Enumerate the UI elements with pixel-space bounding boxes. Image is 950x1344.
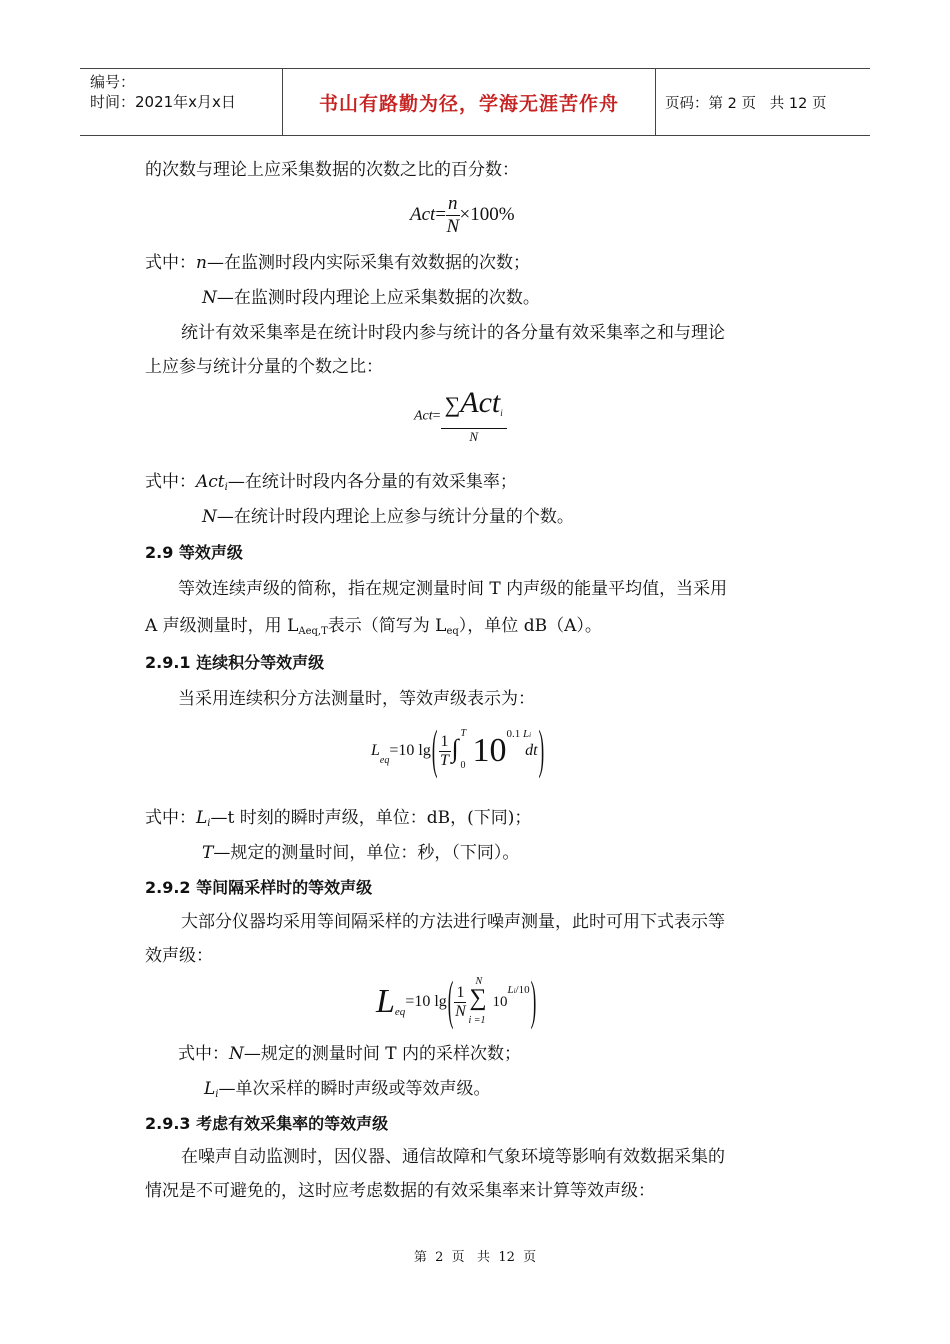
def-n-prefix: 式中：	[145, 253, 196, 273]
header-time-label: 时间：2021年x月x日	[90, 93, 236, 111]
f3-L: L	[371, 742, 380, 759]
definition-n	[145, 252, 530, 274]
f2-num-var: Act	[460, 386, 501, 419]
p3-sub-aeqt: Aeq,T	[298, 626, 328, 637]
f4-fraction	[454, 984, 466, 1021]
paragraph-5-line-2: 效声级：	[145, 946, 213, 966]
f3-int-upper: T	[460, 728, 467, 739]
f1-den: N	[446, 216, 460, 237]
def-acti-text: —在统计时段内各分量的有效采集率；	[227, 472, 517, 492]
formula-leq-sum	[376, 972, 536, 1032]
f4-exp-i: i	[513, 987, 516, 995]
header-meta-cell	[80, 69, 283, 135]
heading-2-9-3: 2.9.3 考虑有效采集率的等效声级	[145, 1114, 389, 1133]
def-Li2-var: L	[204, 1079, 216, 1099]
f3-dt: dt	[525, 742, 538, 759]
definition-Li	[145, 807, 531, 835]
formula-act-sum	[414, 388, 507, 445]
f3-num: 1	[440, 732, 449, 750]
p3-part-c: ），单位 dB（A）。	[458, 616, 602, 636]
def-N3-prefix: 式中：	[178, 1044, 229, 1064]
f3-right-paren: )	[538, 719, 545, 780]
f3-fraction	[439, 733, 451, 770]
def-N-text: —在监测时段内理论上应采集数据的次数。	[216, 288, 540, 308]
paragraph-3-line-2	[145, 615, 602, 643]
def-acti-var: Act	[196, 472, 225, 492]
paragraph-3-line-1: 等效连续声级的简称，指在规定测量时间 T 内声级的能量平均值，当采用	[178, 579, 728, 599]
f4-right-paren: )	[530, 970, 537, 1031]
paragraph-1: 的次数与理论上应采集数据的次数之比的百分数：	[145, 160, 519, 180]
def-Li2-sub: i	[215, 1089, 219, 1100]
def-Li-text: —t 时刻的瞬时声级，单位：dB，(下同)；	[210, 808, 532, 828]
definition-T	[202, 842, 519, 864]
f1-lhs: Act	[410, 203, 436, 225]
f2-sigma: ∑	[444, 392, 461, 417]
f3-exp-L: L	[523, 728, 530, 740]
paragraph-5-line-1: 大部分仪器均采用等间隔采样的方法进行噪声测量，此时可用下式表示等	[181, 912, 725, 932]
paragraph-6-line-2: 情况是不可避免的，这时应考虑数据的有效采集率来计算等效声级：	[145, 1181, 655, 1201]
def-N2-var: N	[202, 507, 217, 527]
definition-acti	[145, 471, 517, 499]
def-N3-text: —规定的测量时间 T 内的采样次数；	[243, 1044, 522, 1064]
formula-act-ratio	[410, 193, 515, 238]
f3-int-lower: 0	[460, 760, 466, 771]
f2-den: N	[469, 429, 478, 444]
f4-den: N	[455, 1002, 466, 1020]
def-n-text: —在监测时段内实际采集有效数据的次数；	[206, 253, 530, 273]
paragraph-2-line-1: 统计有效采集率是在统计时段内参与统计的各分量有效采集率之和与理论	[181, 323, 725, 343]
f4-sum-upper: N	[475, 976, 483, 987]
formula-leq-integral	[371, 720, 544, 782]
header-number-label: 编号：	[90, 73, 136, 91]
paragraph-2-line-2: 上应参与统计分量的个数之比：	[145, 357, 383, 377]
f2-fraction	[441, 388, 507, 445]
f3-exponent	[507, 728, 532, 740]
def-acti-sub: i	[224, 482, 228, 493]
f3-exp-i: i	[529, 731, 532, 739]
f3-den: T	[440, 751, 449, 769]
f4-left-paren: (	[447, 970, 454, 1031]
f1-fraction	[446, 193, 460, 238]
def-N3-var: N	[229, 1044, 244, 1064]
f3-integral-sign: ∫	[451, 734, 459, 763]
def-Li-sub: i	[207, 818, 211, 829]
f1-times: ×100%	[459, 203, 515, 225]
def-Li2-text: —单次采样的瞬时声级或等效声级。	[218, 1079, 491, 1099]
f4-L: L	[376, 983, 395, 1020]
def-N-var: N	[202, 288, 217, 308]
f4-eq-sub: eq	[394, 1006, 406, 1018]
definition-N	[202, 287, 540, 309]
f2-num-sub: i	[500, 408, 503, 418]
def-n-var: n	[196, 253, 207, 273]
def-Li-var: L	[196, 808, 208, 828]
f3-exp-coef: 0.1	[506, 728, 521, 740]
f4-ten: 10	[492, 993, 508, 1010]
p3-part-b: 表示（简写为 L	[327, 616, 447, 636]
header-page-info: 页码：第 2 页 共 12 页	[665, 95, 827, 112]
f4-exp-rest: /10	[515, 984, 530, 996]
header-motto-cell	[283, 69, 656, 135]
f4-sum	[466, 975, 492, 1029]
page-footer: 第 2 页 共 12 页	[413, 1250, 537, 1265]
heading-2-9-1: 2.9.1 连续积分等效声级	[145, 653, 325, 672]
f4-exp-L: L	[507, 984, 514, 996]
p3-part-a: A 声级测量时，用 L	[145, 616, 299, 636]
f4-exponent	[507, 984, 529, 996]
f4-num: 1	[456, 983, 465, 1001]
paragraph-4: 当采用连续积分方法测量时，等效声级表示为：	[178, 689, 535, 709]
definition-Li-2	[204, 1078, 491, 1106]
paragraph-6-line-1: 在噪声自动监测时，因仪器、通信故障和气象环境等影响有效数据采集的	[181, 1147, 725, 1167]
f3-integral	[451, 726, 473, 776]
def-acti-prefix: 式中：	[145, 472, 196, 492]
f1-num: n	[448, 193, 458, 214]
f2-lhs: Act	[414, 408, 433, 424]
def-Li-prefix: 式中：	[145, 808, 196, 828]
f2-eq: =	[432, 408, 441, 424]
header-motto: 书山有路勤为径，学海无涯苦作舟	[318, 92, 619, 115]
f3-eq: =10 lg	[389, 742, 431, 759]
heading-2-9: 2.9 等效声级	[145, 543, 243, 562]
f3-left-paren: (	[431, 719, 438, 780]
def-T-var: T	[202, 843, 214, 863]
def-T-text: —规定的测量时间，单位：秒，（下同）。	[213, 843, 520, 863]
f3-ten: 10	[472, 732, 507, 769]
def-N2-text: —在统计时段内理论上应参与统计分量的个数。	[216, 507, 574, 527]
page-header-table	[80, 68, 870, 136]
f4-sigma: ∑	[469, 985, 487, 1011]
f4-sum-lower: i =1	[468, 1015, 486, 1026]
heading-2-9-2: 2.9.2 等间隔采样时的等效声级	[145, 878, 373, 897]
definition-N-3	[178, 1043, 521, 1065]
f1-eq: =	[435, 203, 447, 225]
f4-eq: =10 lg	[405, 993, 447, 1010]
f3-eq-sub: eq	[379, 755, 390, 766]
p3-sub-eq: eq	[446, 626, 459, 637]
definition-N-2	[202, 506, 574, 528]
